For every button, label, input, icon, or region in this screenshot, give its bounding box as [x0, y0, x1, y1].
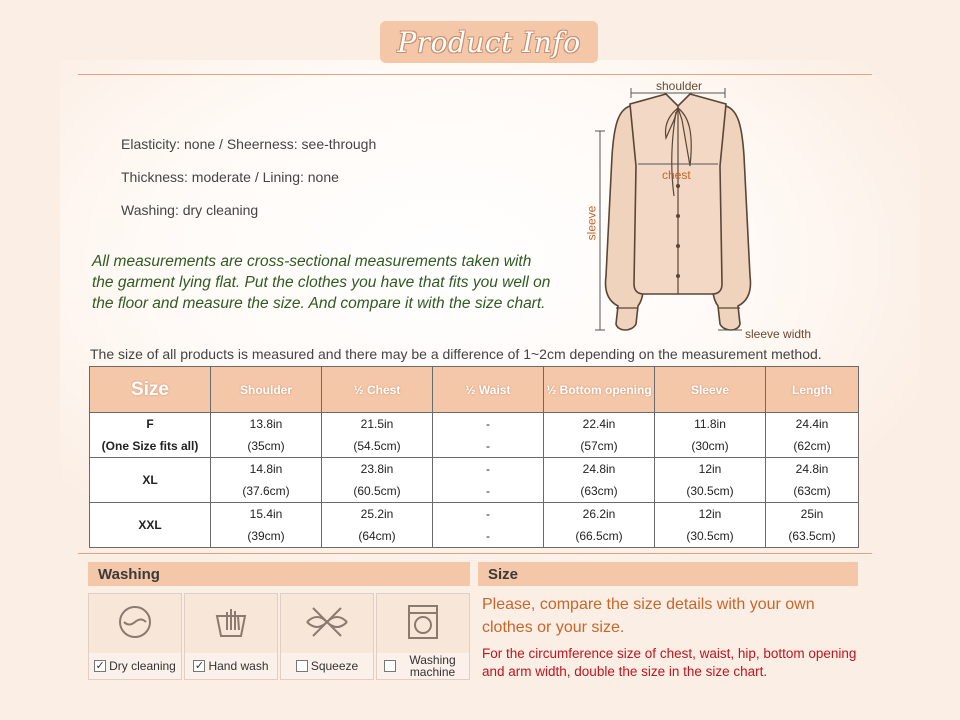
cell-length [766, 413, 859, 458]
care-caption [377, 653, 469, 679]
value-in: - [486, 462, 490, 476]
value-cm: (39cm) [247, 529, 285, 543]
washing-care-grid [88, 593, 470, 680]
cell-sleeve [655, 503, 766, 548]
value-cm: (63cm) [793, 484, 831, 498]
cell-sleeve [655, 413, 766, 458]
value-in: - [486, 507, 490, 521]
diagram-label-sleeve-width: sleeve width [745, 327, 812, 341]
value-in: 12in [698, 507, 722, 521]
value-cm: (30cm) [691, 439, 729, 453]
value-cm: (63cm) [580, 484, 618, 498]
header-size: Size [90, 367, 211, 413]
care-caption [185, 653, 277, 679]
checkbox-unchecked[interactable] [384, 660, 396, 672]
shirt-illustration [578, 76, 828, 346]
care-label: Washing machine [409, 653, 456, 679]
cell-length [766, 503, 859, 548]
shirt-diagram [578, 76, 828, 346]
size-heading: Size [478, 562, 858, 586]
table-row [90, 458, 859, 503]
top-divider [78, 74, 872, 75]
value-cm: (30.5cm) [686, 529, 734, 543]
cell-chest [322, 413, 433, 458]
header-waist: ½ Waist [433, 367, 544, 413]
page-title: Product Info [380, 21, 598, 63]
value-in: 25in [800, 507, 824, 521]
size-circumference-note: For the circumference size of chest, waist, hip, bottom opening and arm width, double the size in the size chart. [482, 646, 857, 679]
property-washing: Washing: dry cleaning [121, 202, 259, 218]
size-chart-header-row [90, 367, 859, 413]
checkbox-unchecked[interactable] [296, 660, 308, 672]
washing-machine-icon [403, 602, 443, 647]
care-squeeze [280, 593, 374, 680]
washing-heading: Washing [88, 562, 470, 586]
table-row [90, 503, 859, 548]
value-in: 24.8in [582, 462, 616, 476]
property-thickness: Thickness: moderate / Lining: none [121, 169, 339, 185]
value-in: 23.8in [360, 462, 394, 476]
cell-chest [322, 503, 433, 548]
size-compare-text: Please, compare the size details with your own clothes or your size. [482, 596, 815, 636]
value-cm: (60.5cm) [353, 484, 401, 498]
value-in: 13.8in [249, 417, 283, 431]
measurement-note: All measurements are cross-sectional measurements taken with the garment lying flat. Put the clothes you have that fits you well on the floor and measure the size. And compare it with the size chart. [92, 253, 551, 312]
care-label: Hand wash [208, 659, 269, 673]
value-cm: (35cm) [247, 439, 285, 453]
cell-waist [433, 503, 544, 548]
cell-waist [433, 458, 544, 503]
wring-icon [303, 602, 351, 647]
value-in: 15.4in [249, 507, 283, 521]
cell-bottom-opening [544, 503, 655, 548]
value-in: 24.8in [795, 462, 829, 476]
size-label: XL [142, 473, 158, 487]
cell-shoulder [211, 458, 322, 503]
value-cm: - [486, 529, 490, 543]
value-cm: (57cm) [580, 439, 618, 453]
row-size [90, 413, 211, 458]
size-note: (One Size fits all) [101, 439, 199, 453]
checkbox-checked[interactable]: ✓ [194, 660, 205, 672]
dry-cleaning-icon [115, 602, 155, 647]
value-cm: (30.5cm) [686, 484, 734, 498]
value-cm: (54.5cm) [353, 439, 401, 453]
care-caption [89, 653, 181, 679]
header-chest: ½ Chest [322, 367, 433, 413]
property-elasticity: Elasticity: none / Sheerness: see-through [121, 136, 377, 152]
value-cm: (37.6cm) [242, 484, 290, 498]
size-chart [89, 366, 859, 548]
care-caption [281, 653, 373, 679]
diagram-label-sleeve: sleeve [584, 205, 599, 241]
care-washing-machine [376, 593, 470, 680]
value-cm: - [486, 439, 490, 453]
value-in: 26.2in [582, 507, 616, 521]
header-bottom-opening: ½ Bottom opening [544, 367, 655, 413]
cell-bottom-opening [544, 413, 655, 458]
value-in: - [486, 417, 490, 431]
cell-shoulder [211, 503, 322, 548]
care-label: Squeeze [310, 659, 359, 673]
header-sleeve: Sleeve [655, 367, 766, 413]
value-cm: (62cm) [793, 439, 831, 453]
value-in: 25.2in [360, 507, 394, 521]
value-cm: (66.5cm) [575, 529, 623, 543]
row-size [90, 458, 211, 503]
value-cm: - [486, 484, 490, 498]
table-row [90, 413, 859, 458]
value-in: 14.8in [249, 462, 283, 476]
value-in: 21.5in [360, 417, 394, 431]
cell-bottom-opening [544, 458, 655, 503]
value-in: 11.8in [694, 417, 726, 431]
cell-length [766, 458, 859, 503]
value-cm: (64cm) [358, 529, 396, 543]
diagram-label-chest: chest [662, 168, 691, 182]
cell-chest [322, 458, 433, 503]
care-hand-wash [184, 593, 278, 680]
value-in: 24.4in [795, 417, 829, 431]
value-in: 22.4in [582, 417, 616, 431]
header-length: Length [766, 367, 859, 413]
cell-waist [433, 413, 544, 458]
size-label: XXL [138, 518, 162, 532]
row-size [90, 503, 211, 548]
checkbox-checked[interactable]: ✓ [95, 660, 105, 672]
bottom-divider [78, 553, 872, 554]
value-cm: (63.5cm) [788, 529, 836, 543]
care-dry-cleaning [88, 593, 182, 680]
care-label: Dry cleaning [109, 659, 176, 673]
diagram-label-shoulder: shoulder [656, 79, 703, 93]
header-shoulder: Shoulder [211, 367, 322, 413]
hand-wash-icon [211, 602, 251, 647]
size-label: F [146, 417, 154, 431]
value-in: 12in [698, 462, 722, 476]
product-properties [121, 136, 376, 235]
measurement-difference-note: The size of all products is measured and there may be a difference of 1~2cm depending on the measurement method. [90, 346, 822, 362]
cell-sleeve [655, 458, 766, 503]
cell-shoulder [211, 413, 322, 458]
